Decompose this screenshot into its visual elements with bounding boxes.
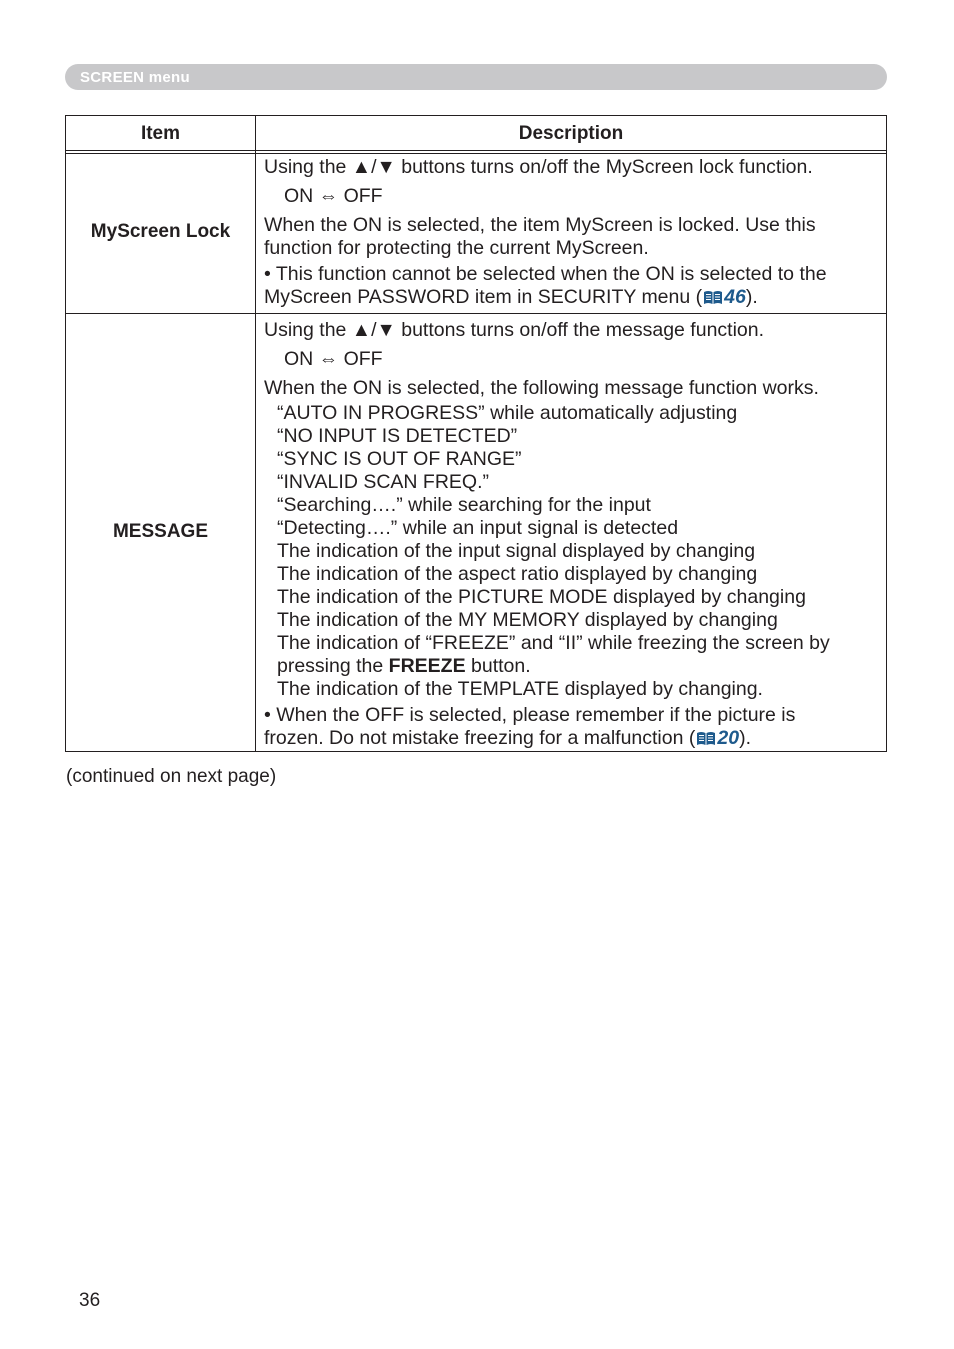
desc-text: pressing the [277, 655, 389, 677]
column-divider [255, 116, 256, 751]
column-header-description: Description [518, 123, 624, 144]
message-item: “AUTO IN PROGRESS” while automatically adjusting [277, 402, 738, 424]
section-header-bar [65, 64, 887, 90]
message-item: The indication of the TEMPLATE displayed by changing. [277, 678, 763, 700]
message-item: The indication of “FREEZE” and “II” while freezing the screen by [277, 632, 830, 654]
message-item: “SYNC IS OUT OF RANGE” [277, 448, 522, 470]
description-myscreen-lock [264, 156, 884, 309]
desc-text: ). [745, 286, 758, 308]
message-item: The indication of the MY MEMORY displayed by changing [277, 609, 778, 631]
book-reference-icon [703, 290, 723, 305]
message-item: “NO INPUT IS DETECTED” [277, 425, 518, 447]
message-item: “Detecting….” while an input signal is detected [277, 517, 679, 539]
desc-line: • This function cannot be selected when the ON is selected to the [264, 263, 827, 285]
settings-table [65, 115, 887, 752]
continued-note: (continued on next page) [66, 766, 277, 787]
message-item: The indication of the PICTURE MODE displayed by changing [277, 586, 806, 608]
message-item: The indication of the aspect ratio displayed by changing [277, 563, 758, 585]
message-item: The indication of the input signal displayed by changing [277, 540, 756, 562]
item-message: MESSAGE [112, 521, 209, 542]
message-item: “Searching….” while searching for the input [277, 494, 651, 516]
page-reference[interactable]: 20 [717, 727, 740, 749]
desc-text: ). [739, 727, 751, 749]
section-title: SCREEN menu [80, 69, 190, 86]
freeze-button-name: FREEZE [388, 655, 466, 677]
desc-line: ON ⇔ OFF [284, 185, 383, 207]
desc-line: ON ⇔ OFF [284, 348, 383, 370]
desc-text: MyScreen PASSWORD item in SECURITY menu ( [264, 286, 703, 308]
desc-line: Using the ▲/▼ buttons turns on/off the message function. [264, 319, 765, 341]
page-number: 36 [79, 1290, 101, 1311]
page-reference[interactable]: 46 [724, 286, 746, 308]
desc-line: • When the OFF is selected, please remember if the picture is [264, 704, 796, 726]
desc-text: frozen. Do not mistake freezing for a malfunction ( [264, 727, 696, 749]
column-header-item: Item [140, 123, 181, 144]
item-myscreen-lock: MyScreen Lock [90, 221, 231, 242]
desc-text: button. [465, 655, 531, 677]
row-divider [66, 313, 886, 314]
desc-line: Using the ▲/▼ buttons turns on/off the MyScreen lock function. [264, 156, 813, 178]
header-divider-2 [66, 153, 886, 154]
description-message [264, 319, 884, 750]
desc-line: When the ON is selected, the following message function works. [264, 377, 819, 399]
book-reference-icon [696, 731, 716, 746]
desc-line: function for protecting the current MyScreen. [264, 237, 649, 259]
desc-line-with-reference [264, 727, 884, 750]
header-divider-1 [66, 150, 886, 151]
desc-line: When the ON is selected, the item MyScreen is locked. Use this [264, 214, 816, 236]
message-item [264, 655, 884, 678]
message-item: “INVALID SCAN FREQ.” [277, 471, 489, 493]
desc-line-with-reference [264, 286, 884, 309]
